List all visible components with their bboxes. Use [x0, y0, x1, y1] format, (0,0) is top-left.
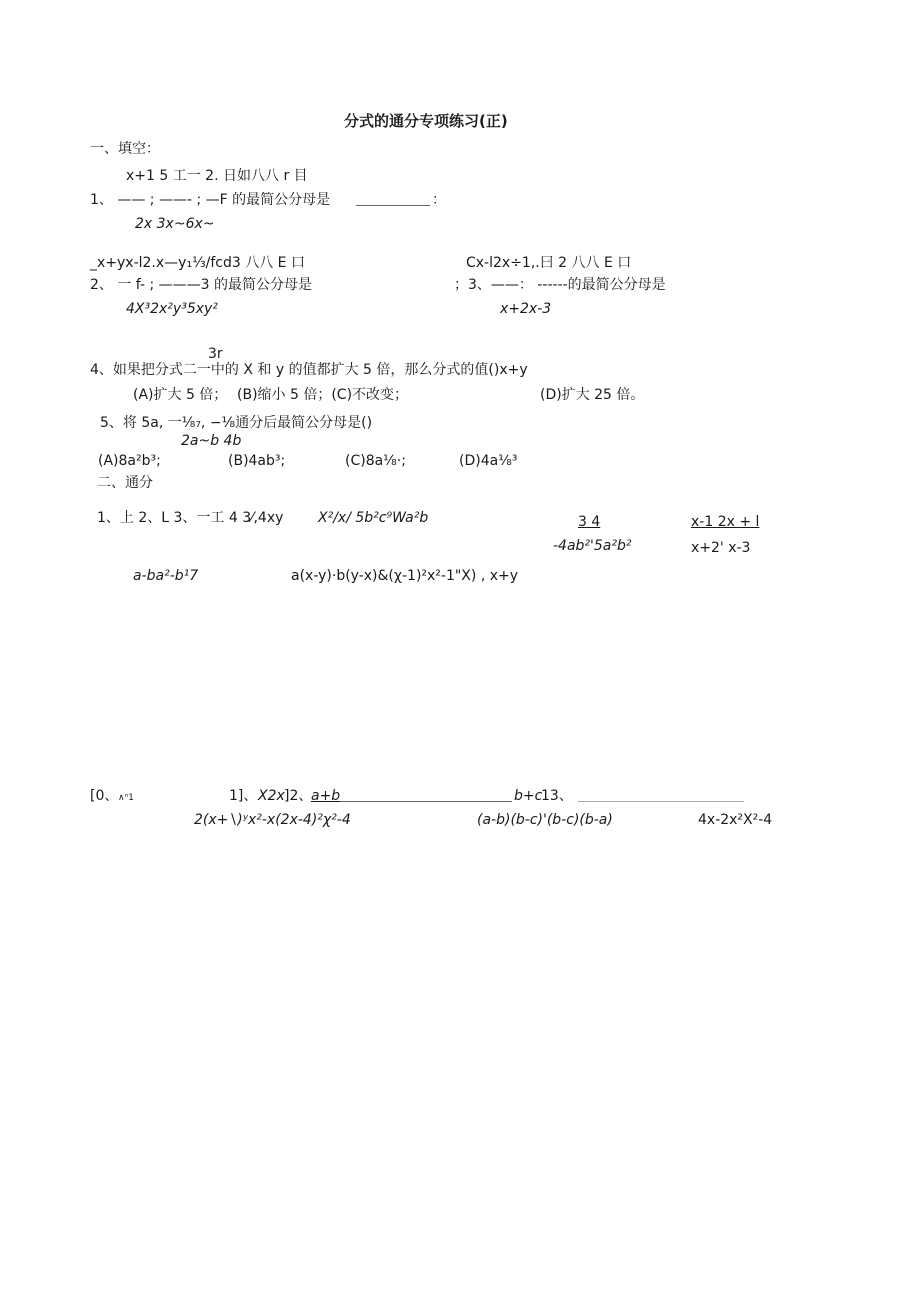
- s2-frac2-denominator: x+2' x-3: [691, 540, 751, 556]
- q5-option-b: (B)4ab³;: [228, 453, 286, 469]
- s2-row3-e: b+c: [514, 788, 543, 804]
- q3-text: ；3、——： ------的最简公分母是: [454, 277, 666, 293]
- s2-row4-left: 2(x+∖)ʸx²-x(2x-4)²χ²-4: [194, 812, 351, 828]
- q5-text: 5、将 5a, 一⅛₇, −⅛通分后最简公分母是(): [100, 415, 373, 431]
- s2-row3-b-italic: X2x: [258, 788, 285, 804]
- q1-denominators: 2x 3x~6x~: [135, 216, 215, 232]
- s2-row3-a-small: ∧ⁿ1: [118, 793, 134, 803]
- section2-heading: 二、通分: [97, 475, 153, 491]
- q4-option-d: (D)扩大 25 倍。: [540, 387, 645, 403]
- section1-heading: 一、填空：: [90, 141, 160, 157]
- s2-row3-a: [0、: [90, 788, 119, 804]
- q4-option-a: (A)扩大 5 倍；: [133, 387, 228, 403]
- q1-tail: ：: [432, 192, 446, 208]
- q2-denominators: 4X³2x²y³5xy²: [126, 301, 218, 317]
- s2-row3-f: 13、: [541, 788, 573, 804]
- q4-numerator: 3r: [208, 346, 223, 362]
- q5-option-d: (D)4a⅛³: [459, 453, 518, 469]
- page-title: 分式的通分专项练习(正): [344, 112, 508, 130]
- q1-text: 1、 —— ; ——- ; —F 的最简公分母是: [90, 192, 331, 208]
- s2-row4-right: 4x-2x²X²-4: [698, 812, 773, 828]
- q1-answer-blank[interactable]: [356, 205, 430, 206]
- q2-numerators: _x+yx-l2.x—y₁⅓/fcd3 八八 E 口: [90, 255, 305, 271]
- s2-row3-c: ]2、: [284, 788, 313, 804]
- s2-frac1-numerator: 3 4: [578, 514, 601, 530]
- s2-frac2-numerator: x-1 2x + l: [691, 514, 760, 530]
- s2-row3-b: 1]、: [229, 788, 258, 804]
- s2-row3-d: a+b: [311, 788, 341, 804]
- s2-row4-mid: (a-b)(b-c)'(b-c)(b-a): [477, 812, 613, 828]
- q5-denominators: 2a~b 4b: [181, 433, 242, 449]
- q3-numerators: Cx-l2x÷1,.曰 2 八八 E 口: [466, 255, 632, 271]
- q3-denominators: x+2x-3: [500, 301, 552, 317]
- s2-row3-blank-1[interactable]: [340, 801, 512, 802]
- q4-text: 4、如果把分式二一中的 X 和 y 的值都扩大 5 倍，那么分式的值()x+y: [90, 362, 528, 378]
- q5-option-a: (A)8a²b³;: [98, 453, 161, 469]
- s2-row1-mid: X²/x/ 5b²c⁹Wa²b: [318, 510, 429, 526]
- s2-row3-blank-2[interactable]: [578, 801, 744, 802]
- s2-frac1-denominator: -4ab²'5a²b²: [553, 538, 632, 554]
- q1-numerators: x+1 5 工一 2. 日如八八 r 目: [126, 168, 308, 184]
- s2-row2-left: a-ba²-b¹7: [133, 568, 199, 584]
- q4-option-bc: (B)缩小 5 倍；(C)不改变；: [237, 387, 409, 403]
- q2-text: 2、 一 f- ; ———3 的最简公分母是: [90, 277, 312, 293]
- s2-row1-left: 1、上 2、L 3、一工 4 3⁄,4xy: [97, 510, 284, 526]
- q5-option-c: (C)8a⅛·;: [345, 453, 406, 469]
- s2-row2-mid: a(x-y)·b(y-x)&(χ-1)²x²-1"X) , x+y: [291, 568, 519, 584]
